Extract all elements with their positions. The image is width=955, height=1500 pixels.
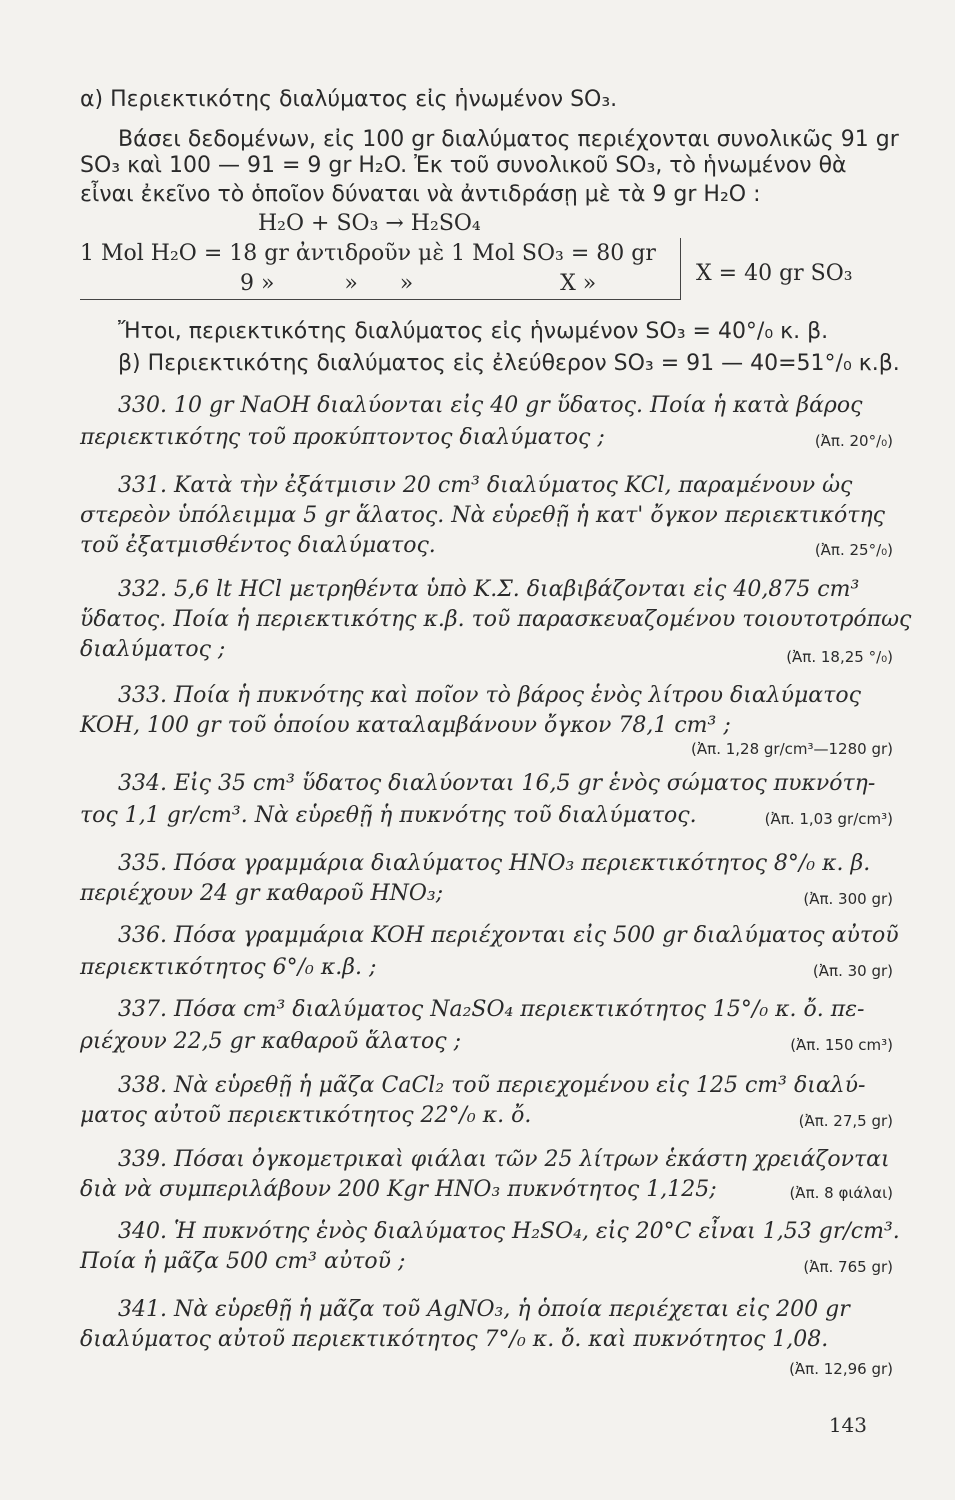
problem-334-line-1: 334. Εἰς 35 cm³ ὕδατος διαλύονται 16,5 gr ἑνὸς σώματος πυκνότη- xyxy=(118,771,876,796)
problem-340-answer: (Ἀπ. 765 gr) xyxy=(803,1258,893,1276)
problem-340-line-2: Ποία ἡ μᾶζα 500 cm³ αὐτοῦ ; xyxy=(80,1249,406,1274)
problem-339-answer: (Ἀπ. 8 φιάλαι) xyxy=(789,1184,893,1202)
problem-331-answer: (Ἀπ. 25°/₀) xyxy=(814,541,893,559)
section-a-text-1: Βάσει δεδομένων, εἰς 100 gr διαλύματος περιέχονται συνολικῶς 91 gr xyxy=(118,127,899,152)
problem-337-answer: (Ἀπ. 150 cm³) xyxy=(790,1036,893,1054)
vertical-divider xyxy=(680,238,681,300)
problem-337-line-2: ριέχουν 22,5 gr καθαροῦ ἅλατος ; xyxy=(80,1029,461,1054)
page-number: 143 xyxy=(828,1413,867,1437)
horizontal-rule xyxy=(80,299,680,300)
problem-334-answer: (Ἀπ. 1,03 gr/cm³) xyxy=(764,810,893,828)
problem-330-line-2: περιεκτικότης τοῦ προκύπτοντος διαλύματος ; xyxy=(80,425,605,450)
problem-334-line-2: τος 1,1 gr/cm³. Νὰ εὑρεθῇ ἡ πυκνότης τοῦ διαλύματος. xyxy=(80,803,697,828)
problem-338-answer: (Ἀπ. 27,5 gr) xyxy=(798,1112,893,1130)
section-a-text-3: εἶναι ἐκεῖνο τὸ ὁποῖον δύναται νὰ ἀντιδράσῃ μὲ τὰ 9 gr H₂O : xyxy=(80,182,761,207)
problem-331-line-2: στερεὸν ὑπόλειμμα 5 gr ἅλατος. Νὰ εὑρεθῇ ἡ κατ' ὄγκον περιεκτικότης xyxy=(80,503,885,528)
problem-335-answer: (Ἀπ. 300 gr) xyxy=(803,890,893,908)
problem-336-line-2: περιεκτικότητος 6°/₀ κ.β. ; xyxy=(80,955,377,980)
section-b-text: β) Περιεκτικότης διαλύματος εἰς ἐλεύθερον SO₃ = 91 — 40=51°/₀ κ.β. xyxy=(118,351,900,376)
ratio-line-1: 1 Mol H₂O = 18 gr ἀντιδροῦν μὲ 1 Mol SO₃ = 80 gr xyxy=(80,241,656,266)
problem-333-answer: (Ἀπ. 1,28 gr/cm³—1280 gr) xyxy=(691,740,893,758)
problem-341-line-2: διαλύματος αὐτοῦ περιεκτικότητος 7°/₀ κ. ὄ. καὶ πυκνότητος 1,08. xyxy=(80,1327,829,1352)
problem-337-line-1: 337. Πόσα cm³ διαλύματος Na₂SO₄ περιεκτικότητος 15°/₀ κ. ὄ. πε- xyxy=(118,997,865,1022)
ratio-line-2: 9 » » » X » xyxy=(240,271,597,296)
problem-331-line-1: 331. Κατὰ τὴν ἐξάτμισιν 20 cm³ διαλύματος KCl, παραμένουν ὡς xyxy=(118,473,853,498)
problem-332-line-3: διαλύματος ; xyxy=(80,637,226,662)
problem-336-line-1: 336. Πόσα γραμμάρια KOH περιέχονται εἰς 500 gr διαλύματος αὐτοῦ xyxy=(118,923,899,948)
problem-341-answer: (Ἀπ. 12,96 gr) xyxy=(789,1360,893,1378)
ratio-result: X = 40 gr SO₃ xyxy=(696,261,853,286)
problem-332-line-2: ὕδατος. Ποία ἡ περιεκτικότης κ.β. τοῦ παρασκευαζομένου τοιουτοτρόπως xyxy=(80,607,912,632)
section-a-conclusion: Ἤτοι, περιεκτικότης διαλύματος εἰς ἡνωμένον SO₃ = 40°/₀ κ. β. xyxy=(118,319,829,344)
problem-338-line-2: ματος αὐτοῦ περιεκτικότητος 22°/₀ κ. ὄ. xyxy=(80,1103,532,1128)
problem-330-line-1: 330. 10 gr NaOH διαλύονται εἰς 40 gr ὕδατος. Ποία ἡ κατὰ βάρος xyxy=(118,393,863,418)
problem-332-line-1: 332. 5,6 lt HCl μετρηθέντα ὑπὸ Κ.Σ. διαβιβάζονται εἰς 40,875 cm³ xyxy=(118,577,860,602)
problem-331-line-3: τοῦ ἐξατμισθέντος διαλύματος. xyxy=(80,533,436,558)
problem-339-line-1: 339. Πόσαι ὀγκομετρικαὶ φιάλαι τῶν 25 λίτρων ἑκάστη χρειάζονται xyxy=(118,1147,890,1172)
problem-336-answer: (Ἀπ. 30 gr) xyxy=(812,962,893,980)
problem-333-line-2: KOH, 100 gr τοῦ ὁποίου καταλαμβάνουν ὄγκον 78,1 cm³ ; xyxy=(80,713,731,738)
reaction-equation: H₂O + SO₃ → H₂SO₄ xyxy=(258,211,481,236)
problem-332-answer: (Ἀπ. 18,25 °/₀) xyxy=(786,648,893,666)
section-a-text-2: SO₃ καὶ 100 — 91 = 9 gr H₂O. Ἐκ τοῦ συνολικοῦ SO₃, τὸ ἡνωμένον θὰ xyxy=(80,153,847,178)
section-a-title: α) Περιεκτικότης διαλύματος εἰς ἡνωμένον SO₃. xyxy=(80,87,618,112)
problem-341-line-1: 341. Νὰ εὑρεθῇ ἡ μᾶζα τοῦ AgNO₃, ἡ ὁποία περιέχεται εἰς 200 gr xyxy=(118,1297,850,1322)
problem-335-line-1: 335. Πόσα γραμμάρια διαλύματος HNO₃ περιεκτικότητος 8°/₀ κ. β. xyxy=(118,851,871,876)
problem-330-answer: (Ἀπ. 20°/₀) xyxy=(814,432,893,450)
problem-335-line-2: περιέχουν 24 gr καθαροῦ HNO₃; xyxy=(80,881,444,906)
problem-340-line-1: 340. Ἡ πυκνότης ἑνὸς διαλύματος H₂SO₄, εἰς 20°C εἶναι 1,53 gr/cm³. xyxy=(118,1219,900,1244)
problem-339-line-2: διὰ νὰ συμπεριλάβουν 200 Kgr HNO₃ πυκνότητος 1,125; xyxy=(80,1177,717,1202)
problem-333-line-1: 333. Ποία ἡ πυκνότης καὶ ποῖον τὸ βάρος ἑνὸς λίτρου διαλύματος xyxy=(118,683,861,708)
problem-338-line-1: 338. Νὰ εὑρεθῇ ἡ μᾶζα CaCl₂ τοῦ περιεχομένου εἰς 125 cm³ διαλύ- xyxy=(118,1073,866,1098)
